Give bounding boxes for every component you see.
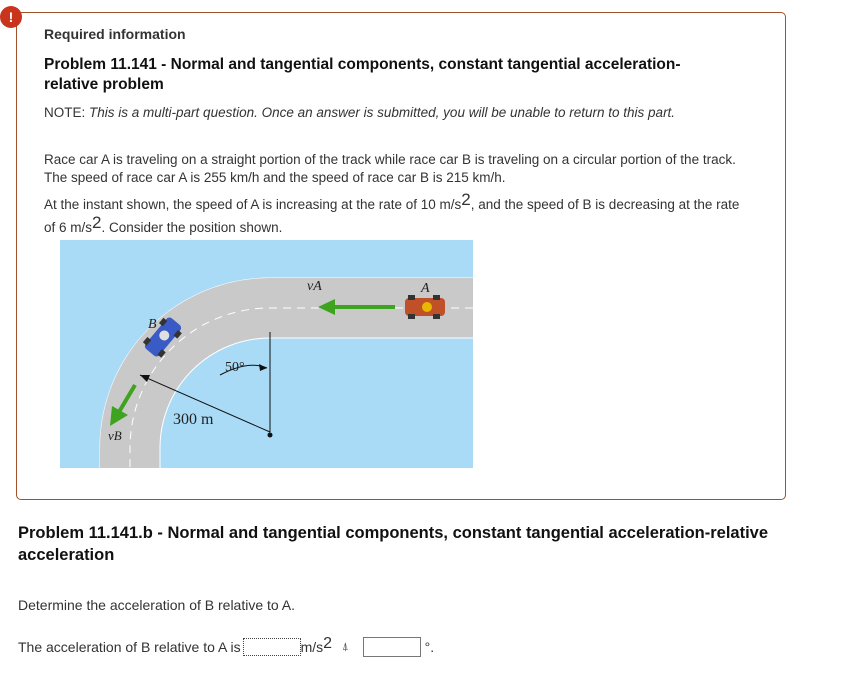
label-radius: 300 m [173, 411, 214, 428]
answer-row [18, 636, 434, 658]
problem-title: Problem 11.141 - Normal and tangential components, constant tangential acceleration-relative problem [44, 56, 681, 93]
race-track-figure [60, 240, 473, 468]
answer-prefix: The acceleration of B relative to A is [18, 639, 241, 655]
question-text: Determine the acceleration of B relative to A. [18, 597, 296, 613]
unit-label: $m/s^2$ [300, 635, 333, 655]
required-info-heading: Required information [44, 26, 186, 42]
problem-statement-1: Race car A is traveling on a straight portion of the track while race car B is traveling on a circular portion of the track. The speed of race car A is 255 km/h and the speed of race car B is 215 km/h. [44, 152, 736, 185]
note-body: This is a multi-part question. Once an answer is submitted, you will be unable to return to this part. [89, 105, 676, 120]
part-title: Problem 11.141.b - Normal and tangential components, constant tangential acceleration-relative acceleration [18, 524, 769, 564]
direction-angle-icon: ⍋ [342, 640, 349, 653]
note-label: NOTE: [44, 105, 86, 120]
label-a: A [421, 281, 430, 296]
magnitude-input[interactable] [243, 638, 301, 656]
label-b: B [148, 317, 157, 332]
note-text [44, 104, 744, 122]
label-va: vA [307, 279, 322, 294]
race-car-a [405, 295, 445, 319]
degree-label: °. [424, 639, 435, 655]
angle-input[interactable] [363, 637, 421, 657]
center-point [268, 433, 273, 438]
problem-statement-2: At the instant shown, the speed of A is increasing at the rate of 10 $m/s^2$, and the speed of B is decreasing at the rate of 6 $m/s^2$. Consider the position shown. [44, 190, 740, 235]
label-vb: vB [108, 428, 122, 443]
label-angle: 50° [225, 360, 245, 375]
alert-icon: ! [0, 6, 22, 28]
